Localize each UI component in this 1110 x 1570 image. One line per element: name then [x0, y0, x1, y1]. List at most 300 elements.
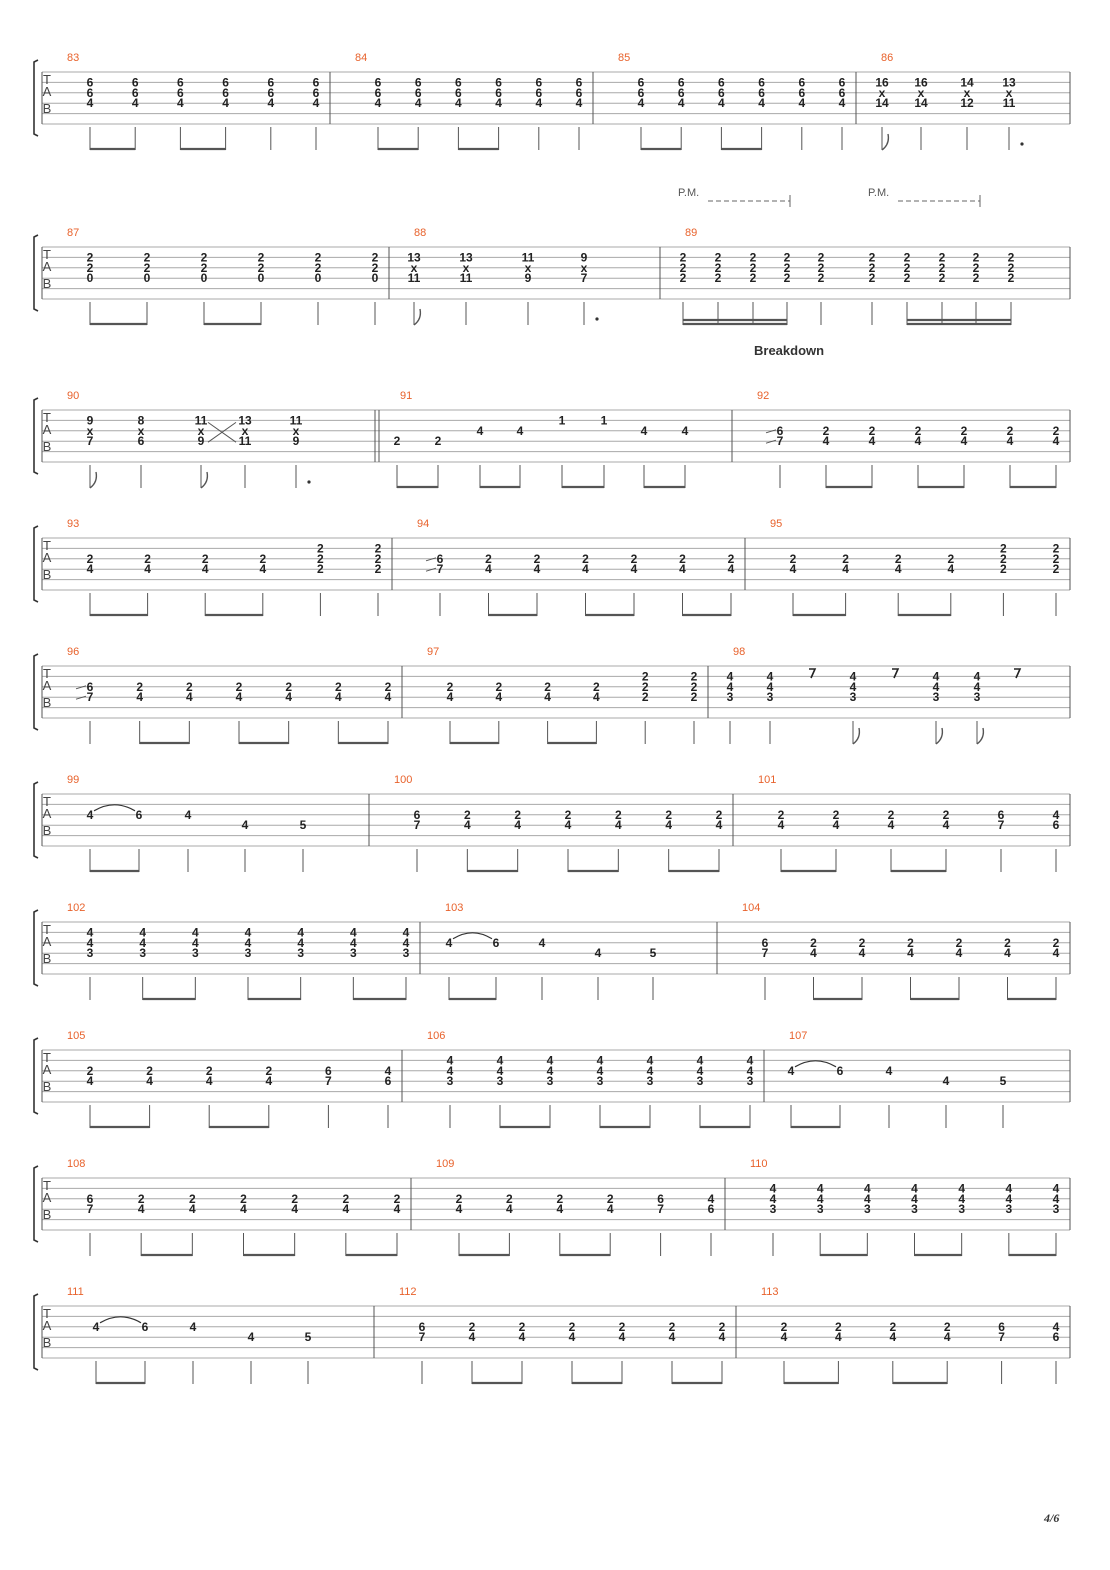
fret-number: 4: [312, 96, 320, 111]
fret-number: 2: [317, 551, 324, 566]
fret-number: 4: [546, 1053, 554, 1068]
system-bracket: [34, 1294, 38, 1370]
fret-number: 14: [914, 96, 928, 111]
fret-number: 4: [468, 1330, 476, 1345]
fret-number: 13: [459, 250, 473, 265]
fret-number: 4: [947, 562, 955, 577]
fret-number: 4: [780, 1330, 788, 1345]
slur: [795, 1061, 836, 1067]
fret-number: 3: [349, 946, 357, 961]
fret-number: 6: [492, 935, 500, 950]
fret-number: 2: [1052, 935, 1060, 950]
fret-number: 6: [495, 75, 502, 90]
fret-number: 4: [556, 1202, 564, 1217]
system-bracket: [34, 398, 38, 474]
fret-number: 4: [1052, 1319, 1060, 1334]
slur: [94, 805, 135, 811]
fret-number: 4: [191, 925, 199, 940]
fret-number: 9: [197, 434, 205, 449]
note-flag: [90, 472, 96, 488]
note-flag: [882, 134, 888, 150]
fret-number: 2: [889, 1319, 897, 1334]
fret-number: 4: [334, 690, 342, 705]
fret-number: 2: [618, 1319, 626, 1334]
fret-number: 4: [188, 1202, 196, 1217]
fret-number: 2: [749, 250, 757, 265]
fret-number: 4: [887, 818, 895, 833]
fret-number: 4: [942, 1074, 950, 1089]
fret-number: 2: [1052, 423, 1060, 438]
fret-number: x: [1005, 85, 1013, 100]
fret-number: 4: [868, 434, 876, 449]
fret-number: 6: [222, 75, 229, 90]
system-bracket: [34, 910, 38, 986]
fret-number: 4: [849, 669, 857, 684]
fret-number: 2: [374, 551, 382, 566]
fret-number: 2: [446, 679, 454, 694]
fret-number: 2: [679, 260, 687, 275]
dot: [307, 480, 310, 483]
fret-number: 6: [637, 75, 645, 90]
fret-number: 2: [783, 271, 791, 286]
fret-number: 5: [649, 946, 657, 961]
fret-number: 2: [455, 1191, 463, 1206]
note-flag: [853, 728, 859, 744]
tab-clef-letter: B: [42, 439, 52, 455]
fret-number: 6: [495, 85, 502, 100]
fret-number: 6: [838, 75, 846, 90]
fret-number: 4: [463, 818, 471, 833]
fret-number: 16: [914, 75, 928, 90]
fret-number: 6: [758, 85, 765, 100]
fret-number: 4: [137, 1202, 145, 1217]
fret-number: 4: [297, 935, 305, 950]
fret-number: 4: [184, 807, 192, 822]
fret-number: 2: [334, 679, 342, 694]
fret-number: 4: [932, 669, 940, 684]
fret-number: 4: [374, 96, 382, 111]
tab-clef-letter: B: [42, 1079, 52, 1095]
fret-number: 4: [177, 96, 184, 111]
fret-number: 2: [868, 423, 876, 438]
tab-clef-letter: T: [43, 794, 51, 809]
fret-number: x: [241, 423, 249, 438]
fret-number: 7: [776, 434, 784, 449]
system-bracket: [34, 60, 38, 136]
fret-number: 2: [641, 679, 649, 694]
fret-number: 2: [384, 679, 392, 694]
note-flag: [414, 309, 420, 325]
fret-number: x: [878, 85, 886, 100]
fret-number: 6: [998, 1319, 1005, 1334]
fret-number: 4: [1052, 434, 1060, 449]
fret-number: 4: [446, 1063, 454, 1078]
fret-number: 4: [1004, 946, 1011, 961]
fret-number: 2: [317, 541, 324, 556]
fret-number: 0: [371, 271, 379, 286]
fret-number: 2: [518, 1319, 526, 1334]
tab-clef-letter: T: [43, 1050, 51, 1065]
fret-number: 3: [863, 1202, 871, 1217]
fret-number: 4: [911, 1191, 918, 1206]
fret-number: 2: [463, 807, 471, 822]
tab-clef-letter: A: [42, 677, 52, 693]
measure-number: 92: [757, 390, 770, 402]
measure-number: 111: [67, 1286, 84, 1298]
fret-number: 2: [314, 250, 322, 265]
fret-number: 4: [139, 935, 147, 950]
measure-number: 91: [400, 390, 413, 402]
fret-number: 4: [594, 946, 602, 961]
fret-number: x: [524, 260, 532, 275]
fret-number: 6: [1052, 1330, 1060, 1345]
fret-number: 7: [997, 818, 1005, 833]
fret-number: 6: [384, 1074, 392, 1089]
fret-number: 2: [972, 271, 980, 286]
fret-number: 2: [894, 551, 902, 566]
fret-number: 4: [798, 96, 806, 111]
fret-number: 4: [637, 96, 645, 111]
palm-mute-label: P.M.: [678, 187, 700, 199]
measure-number: 112: [399, 1286, 417, 1298]
fret-number: 6: [414, 75, 422, 90]
fret-number: 4: [86, 562, 94, 577]
slur: [453, 933, 492, 939]
tab-clef-letter: T: [43, 410, 51, 425]
fret-number: 3: [646, 1074, 654, 1089]
fret-number: 2: [374, 541, 382, 556]
fret-number: 2: [514, 807, 522, 822]
fret-number: 2: [783, 250, 791, 265]
fret-number: 2: [668, 1319, 676, 1334]
fret-number: 4: [349, 925, 357, 940]
fret-number: 2: [903, 250, 911, 265]
fret-number: 4: [446, 690, 454, 705]
fret-number: 4: [832, 818, 840, 833]
fret-number: 2: [1000, 562, 1007, 577]
system-bracket: [34, 654, 38, 730]
fret-number: 2: [146, 1063, 153, 1078]
fret-number: 2: [533, 551, 541, 566]
system-bracket: [34, 1166, 38, 1242]
fret-number: 2: [887, 807, 895, 822]
fret-number: 2: [1000, 551, 1007, 566]
fret-number: 4: [726, 679, 734, 694]
fret-number: 2: [259, 551, 267, 566]
fret-number: 2: [86, 250, 94, 265]
fret-number: 4: [932, 679, 940, 694]
fret-number: 2: [434, 434, 442, 449]
fret-number: 2: [393, 1191, 401, 1206]
fret-number: 4: [144, 562, 151, 577]
fret-number: 6: [707, 1202, 715, 1217]
fret-number: 2: [1007, 260, 1015, 275]
fret-number: 4: [618, 1330, 626, 1345]
fret-number: 4: [911, 1181, 918, 1196]
page-number: 4/6: [1044, 1511, 1060, 1525]
fret-number: 4: [769, 1191, 777, 1206]
measure-number: 101: [758, 774, 777, 786]
fret-number: 4: [816, 1191, 824, 1206]
fret-number: 4: [222, 96, 229, 111]
fret-number: 2: [842, 551, 849, 566]
fret-number: 4: [715, 818, 723, 833]
fret-number: 2: [374, 562, 382, 577]
fret-number: 4: [727, 562, 735, 577]
fret-number: 2: [1006, 423, 1014, 438]
fret-number: 6: [374, 75, 382, 90]
fret-number: 2: [690, 690, 698, 705]
fret-number: 4: [766, 679, 774, 694]
fret-number: 2: [257, 260, 265, 275]
fret-number: 4: [835, 1330, 842, 1345]
fret-number: 2: [1052, 562, 1060, 577]
fret-number: 6: [131, 75, 139, 90]
fret-number: 4: [668, 1330, 676, 1345]
fret-number: 4: [665, 818, 673, 833]
measure-number: 90: [67, 390, 80, 402]
fret-number: 4: [787, 1063, 795, 1078]
fret-number: 4: [495, 96, 502, 111]
measure-number: 106: [427, 1030, 446, 1042]
fret-number: 4: [86, 1074, 94, 1089]
fret-number: x: [197, 423, 205, 438]
fret-number: 2: [564, 807, 572, 822]
dot: [595, 317, 598, 320]
fret-number: 2: [972, 250, 980, 265]
fret-number: 3: [86, 946, 94, 961]
fret-number: 4: [240, 1202, 247, 1217]
fret-number: 4: [189, 1319, 197, 1334]
fret-number: 4: [476, 423, 484, 438]
fret-number: 2: [593, 679, 600, 694]
fret-number: 4: [766, 669, 774, 684]
fret-number: 3: [596, 1074, 604, 1089]
fret-number: 4: [516, 423, 524, 438]
fret-number: 4: [849, 679, 857, 694]
fret-number: 6: [718, 75, 725, 90]
fret-number: 7: [657, 1202, 664, 1217]
fret-number: 2: [690, 669, 698, 684]
fret-number: 14: [875, 96, 889, 111]
fret-number: 11: [238, 434, 252, 449]
fret-number: 6: [997, 807, 1005, 822]
fret-number: 4: [863, 1191, 871, 1206]
fret-number: 6: [761, 935, 769, 950]
fret-number: 2: [903, 271, 911, 286]
fret-number: 6: [135, 807, 143, 822]
system-bracket: [34, 526, 38, 602]
fret-number: 2: [1004, 935, 1011, 950]
fret-number: 6: [312, 75, 320, 90]
fret-number: 3: [958, 1202, 966, 1217]
fret-number: 4: [384, 690, 392, 705]
fret-number: 4: [718, 96, 725, 111]
fret-number: 4: [758, 96, 765, 111]
fret-number: 11: [459, 271, 473, 286]
dot: [1020, 142, 1023, 145]
fret-number: 6: [776, 423, 784, 438]
fret-number: x: [410, 260, 418, 275]
fret-number: 2: [86, 260, 94, 275]
fret-number: 0: [143, 271, 151, 286]
fret-number: 4: [86, 925, 94, 940]
fret-number: 2: [832, 807, 840, 822]
fret-number: 5: [304, 1330, 312, 1345]
fret-number: 2: [783, 260, 791, 275]
fret-number: 2: [943, 1319, 951, 1334]
fret-number: 6: [718, 85, 725, 100]
note-flag: [201, 472, 207, 488]
measure-number: 105: [67, 1030, 86, 1042]
tab-clef-letter: A: [42, 805, 52, 821]
fret-number: 3: [973, 690, 981, 705]
palm-mute-label: P.M.: [868, 187, 890, 199]
fret-number: 2: [972, 260, 980, 275]
fret-number: 4: [718, 1330, 726, 1345]
measure-number: 84: [355, 52, 368, 64]
fret-number: 8: [137, 413, 145, 428]
measure-number: 93: [67, 518, 80, 530]
fret-number: 4: [1052, 807, 1060, 822]
fret-number: 4: [393, 1202, 401, 1217]
fret-number: x: [917, 85, 925, 100]
measure-number: 108: [67, 1158, 86, 1170]
fret-number: 6: [758, 75, 765, 90]
fret-number: 6: [677, 75, 685, 90]
fret-number: 6: [535, 75, 543, 90]
fret-number: 2: [714, 250, 722, 265]
fret-number: 11: [289, 413, 303, 428]
fret-number: 3: [297, 946, 305, 961]
fret-number: 2: [235, 679, 243, 694]
fret-number: 4: [943, 1330, 951, 1345]
fret-number: 7: [761, 946, 769, 961]
system-bracket: [34, 782, 38, 858]
fret-number: 6: [575, 85, 583, 100]
fret-number: 3: [546, 1074, 554, 1089]
note-flag: [977, 728, 983, 744]
measure-number: 96: [67, 646, 80, 658]
fret-number: 4: [696, 1053, 704, 1068]
fret-number: 4: [285, 690, 293, 705]
fret-number: 4: [455, 1202, 463, 1217]
fret-number: 2: [371, 260, 379, 275]
fret-number: 4: [816, 1181, 824, 1196]
fret-number: 4: [297, 925, 305, 940]
fret-number: 2: [144, 551, 151, 566]
fret-number: 5: [299, 818, 307, 833]
fret-number: 2: [938, 271, 946, 286]
fret-number: 4: [726, 669, 734, 684]
fret-number: 4: [201, 562, 209, 577]
fret-number: 4: [446, 1053, 454, 1068]
fret-number: 6: [455, 75, 462, 90]
fret-number: 3: [1005, 1202, 1013, 1217]
fret-number: 6: [86, 1191, 94, 1206]
fret-number: 4: [889, 1330, 897, 1345]
fret-number: 4: [92, 1319, 100, 1334]
fret-number: 4: [863, 1181, 871, 1196]
fret-number: 2: [679, 271, 687, 286]
fret-number: 1: [600, 413, 608, 428]
fret-number: 4: [496, 1063, 504, 1078]
tab-clef-letter: T: [43, 72, 51, 87]
fret-number: 2: [185, 679, 193, 694]
measure-number: 88: [414, 227, 427, 239]
fret-number: 6: [86, 679, 94, 694]
tab-clef-letter: A: [42, 1189, 52, 1205]
fret-number: 2: [556, 1191, 564, 1206]
fret-number: 3: [244, 946, 252, 961]
fret-number: 4: [455, 96, 462, 111]
fret-number: 6: [1052, 818, 1060, 833]
fret-number: 6: [267, 85, 275, 100]
fret-number: 3: [746, 1074, 754, 1089]
fret-number: 4: [349, 935, 357, 950]
fret-number: x: [86, 423, 94, 438]
measure-number: 107: [789, 1030, 808, 1042]
fret-number: 2: [582, 551, 589, 566]
fret-number: 2: [907, 935, 914, 950]
fret-number: 2: [914, 423, 922, 438]
fret-number: 4: [646, 1053, 654, 1068]
fret-number: 4: [746, 1063, 754, 1078]
fret-number: 2: [200, 260, 208, 275]
fret-number: 2: [780, 1319, 788, 1334]
fret-number: 4: [614, 818, 622, 833]
fret-number: 4: [402, 925, 410, 940]
fret-number: 4: [568, 1330, 576, 1345]
fret-number: 7: [436, 562, 444, 577]
fret-number: 13: [238, 413, 252, 428]
fret-number: 6: [414, 85, 422, 100]
fret-number: 4: [235, 690, 243, 705]
fret-number: 2: [200, 250, 208, 265]
fret-number: 4: [777, 818, 785, 833]
fret-number: 4: [914, 434, 922, 449]
fret-number: 7: [580, 271, 588, 286]
measure-number: 83: [67, 52, 80, 64]
fret-number: 4: [247, 1330, 255, 1345]
fret-number: 2: [810, 935, 817, 950]
fret-number: 4: [646, 1063, 654, 1078]
tab-clef-letter: T: [43, 922, 51, 937]
system-bracket: [34, 235, 38, 311]
fret-number: 4: [707, 1191, 715, 1206]
tab-clef-letter: T: [43, 247, 51, 262]
fret-number: 2: [188, 1191, 196, 1206]
measure-number: 89: [685, 227, 698, 239]
tab-clef-letter: B: [42, 276, 52, 292]
fret-number: 4: [810, 946, 817, 961]
fret-number: 2: [641, 690, 649, 705]
fret-number: 4: [496, 1053, 504, 1068]
fret-number: 3: [139, 946, 147, 961]
fret-number: 2: [835, 1319, 842, 1334]
fret-number: 2: [789, 551, 797, 566]
fret-number: 1: [558, 413, 566, 428]
fret-number: 11: [407, 271, 421, 286]
fret-number: 7: [86, 434, 94, 449]
fret-number: 7: [86, 1202, 94, 1217]
fret-number: 6: [177, 75, 184, 90]
measure-number: 85: [618, 52, 631, 64]
slur: [100, 1317, 141, 1323]
fret-number: 3: [769, 1202, 777, 1217]
fret-number: 4: [858, 946, 866, 961]
fret-number: 11: [194, 413, 208, 428]
